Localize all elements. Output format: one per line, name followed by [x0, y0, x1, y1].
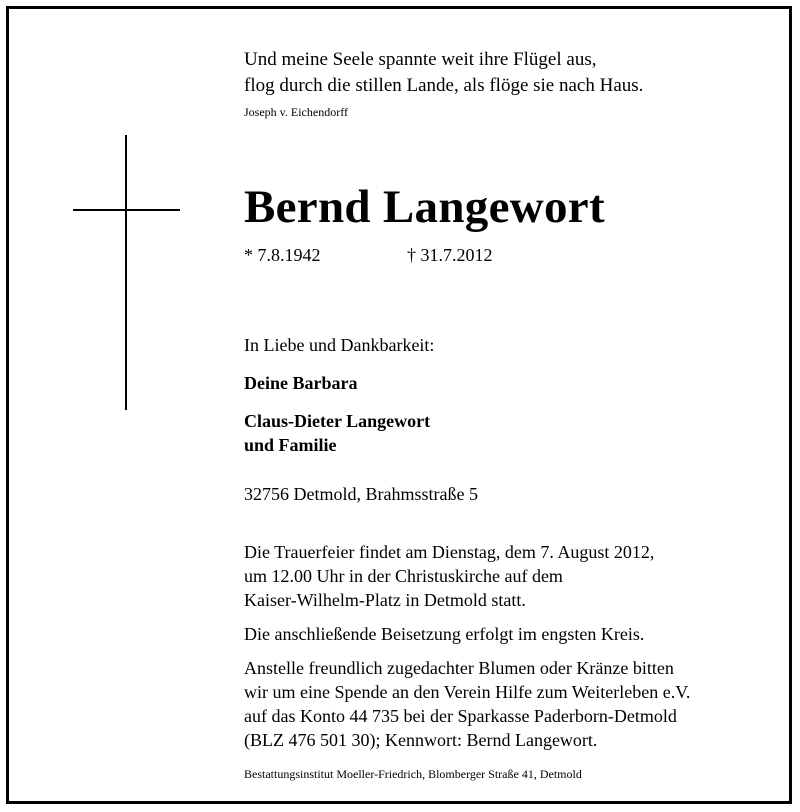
donation-line-2: wir um eine Spende an den Verein Hilfe zum Weiterleben e.V. — [244, 682, 691, 702]
donation-text — [244, 656, 690, 752]
mourner-name-2 — [244, 409, 430, 457]
mourner-name-1: Deine Barbara — [244, 373, 358, 393]
donation-line-1: Anstelle freundlich zugedachter Blumen oder Kränze bitten — [244, 658, 674, 678]
deceased-name: Bernd Langewort — [244, 181, 605, 233]
funeral-home-footer: Bestattungsinstitut Moeller-Friedrich, Blomberger Straße 41, Detmold — [244, 767, 582, 781]
ceremony-line-3: Kaiser-Wilhelm-Platz in Detmold statt. — [244, 590, 526, 610]
cross-vertical-bar — [125, 135, 127, 410]
mourners-intro: In Liebe und Dankbarkeit: — [244, 335, 435, 355]
donation-line-4: (BLZ 476 501 30); Kennwort: Bernd Langewort. — [244, 730, 598, 750]
burial-text: Die anschließende Beisetzung erfolgt im engsten Kreis. — [244, 624, 645, 644]
poem — [244, 47, 643, 99]
poem-line-2: flog durch die stillen Lande, als flöge sie nach Haus. — [244, 75, 644, 96]
poem-author: Joseph v. Eichendorff — [244, 105, 348, 119]
mourner-name-2-line-2: und Familie — [244, 435, 337, 455]
death-date: † 31.7.2012 — [407, 245, 493, 265]
ceremony-text — [244, 540, 654, 612]
poem-line-1: Und meine Seele spannte weit ihre Flügel aus, — [244, 49, 597, 70]
ceremony-line-1: Die Trauerfeier findet am Dienstag, dem 7. August 2012, — [244, 542, 655, 562]
birth-date: * 7.8.1942 — [244, 245, 321, 265]
ceremony-line-2: um 12.00 Uhr in der Christuskirche auf dem — [244, 566, 563, 586]
mourners-address: 32756 Detmold, Brahmsstraße 5 — [244, 484, 478, 504]
donation-line-3: auf das Konto 44 735 bei der Sparkasse Paderborn-Detmold — [244, 706, 677, 726]
cross-horizontal-bar — [73, 209, 180, 211]
mourner-name-2-line-1: Claus-Dieter Langewort — [244, 411, 431, 431]
